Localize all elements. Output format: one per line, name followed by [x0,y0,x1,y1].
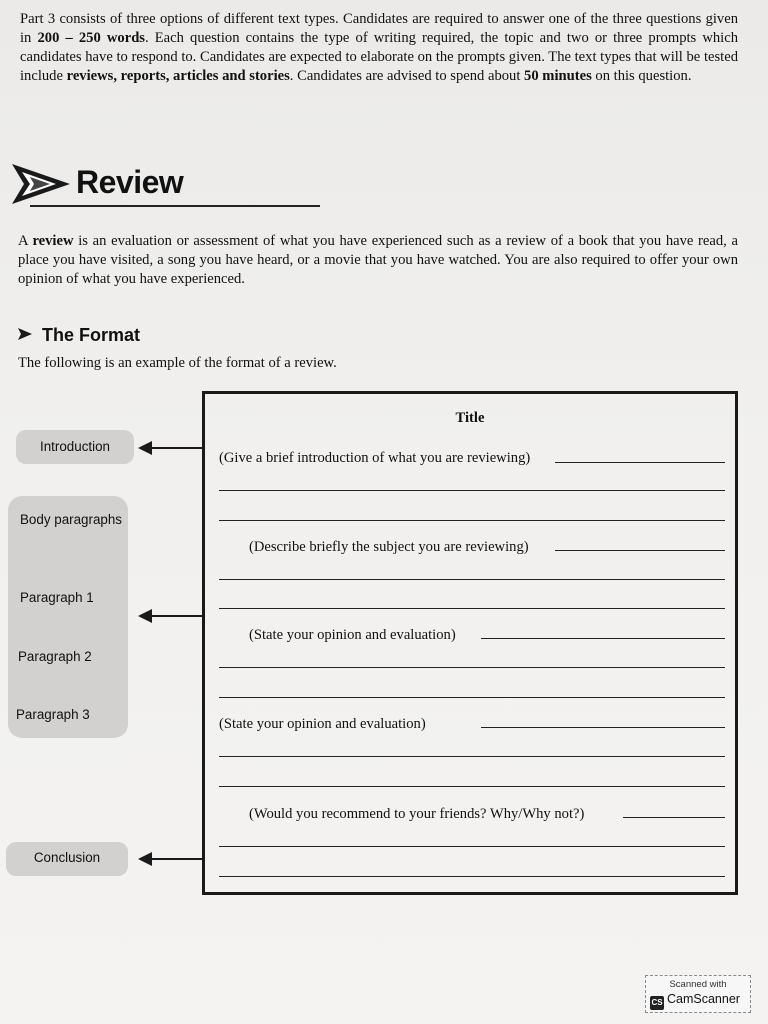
camscanner-logo-icon: CS [650,996,664,1010]
intro-paragraph [20,10,738,86]
writing-line [219,667,725,668]
writing-line [219,697,725,698]
paragraph-2-text: Paragraph 2 [18,649,92,664]
writing-line [623,817,725,818]
body-paragraphs-label [8,496,128,738]
body-paragraphs-text: Body paragraphs [20,512,122,527]
watermark-caption: Scanned with [669,979,727,990]
desc-term: review [32,233,74,249]
writing-line [219,490,725,491]
watermark-brand: CamScanner [667,992,740,1006]
triangle-bullet-icon [18,327,32,341]
writing-line [219,846,725,847]
writing-line [481,638,725,639]
format-heading [18,325,140,346]
introduction-text: Introduction [40,439,110,454]
recommend-prompt: (Would you recommend to your friends? Why/Why not?) [249,806,585,822]
format-intro: The following is an example of the format of a review. [18,355,337,371]
conclusion-label [6,842,128,876]
intro-text-types: reviews, reports, articles and stories [66,68,290,84]
intro-text-1: Part 3 consists of three options of different text types. Candidates are required to answer one of the three questions given in [20,11,738,46]
writing-line [219,579,725,580]
intro-prompt: (Give a brief introduction of what you are reviewing) [219,450,531,466]
intro-text-2: . Each question contains the type of writing required, the topic and two or three prompts which candidates have to respond to. Candidates are expected to elaborate on the prompts given. The text types that will be tested include [20,30,739,84]
writing-line [219,876,725,877]
writing-line [219,520,725,521]
box-title: Title [455,410,485,426]
writing-line [481,727,725,728]
desc-prefix: A [18,233,33,249]
desc-text: is an evaluation or assessment of what you have experienced such as a review of a book that you have read, a place you have visited, a song you have heard, or a movie that you have watched. You are also required to offer your own opinion of what you have experienced. [18,233,738,287]
body-arrow [140,615,202,617]
format-title: The Format [42,325,141,345]
section-heading [10,160,310,210]
watermark-brand-row [650,992,740,1010]
writing-line [219,756,725,757]
writing-line [219,608,725,609]
intro-text-3: . Candidates are advised to spend about [289,68,525,84]
conclusion-arrow [140,858,202,860]
introduction-label [16,430,134,464]
camscanner-watermark [645,975,751,1013]
intro-time: 50 minutes [524,68,592,84]
heading-underline [30,205,320,207]
paragraph-3-text: Paragraph 3 [16,707,90,722]
review-format-box [202,391,738,895]
intro-text-4: on this question. [591,68,692,84]
introduction-arrow [140,447,202,449]
writing-line [555,550,725,551]
section-title: Review [76,164,184,200]
intro-wordcount: 200 – 250 words [37,30,145,46]
opinion-prompt-1: (State your opinion and evaluation) [249,627,456,643]
double-arrow-icon [10,162,72,206]
opinion-prompt-2: (State your opinion and evaluation) [219,716,426,732]
paragraph-1-text: Paragraph 1 [20,590,94,605]
subject-prompt: (Describe briefly the subject you are reviewing) [249,539,529,555]
writing-line [219,786,725,787]
conclusion-text: Conclusion [33,850,101,865]
review-description [18,232,738,289]
writing-line [555,462,725,463]
